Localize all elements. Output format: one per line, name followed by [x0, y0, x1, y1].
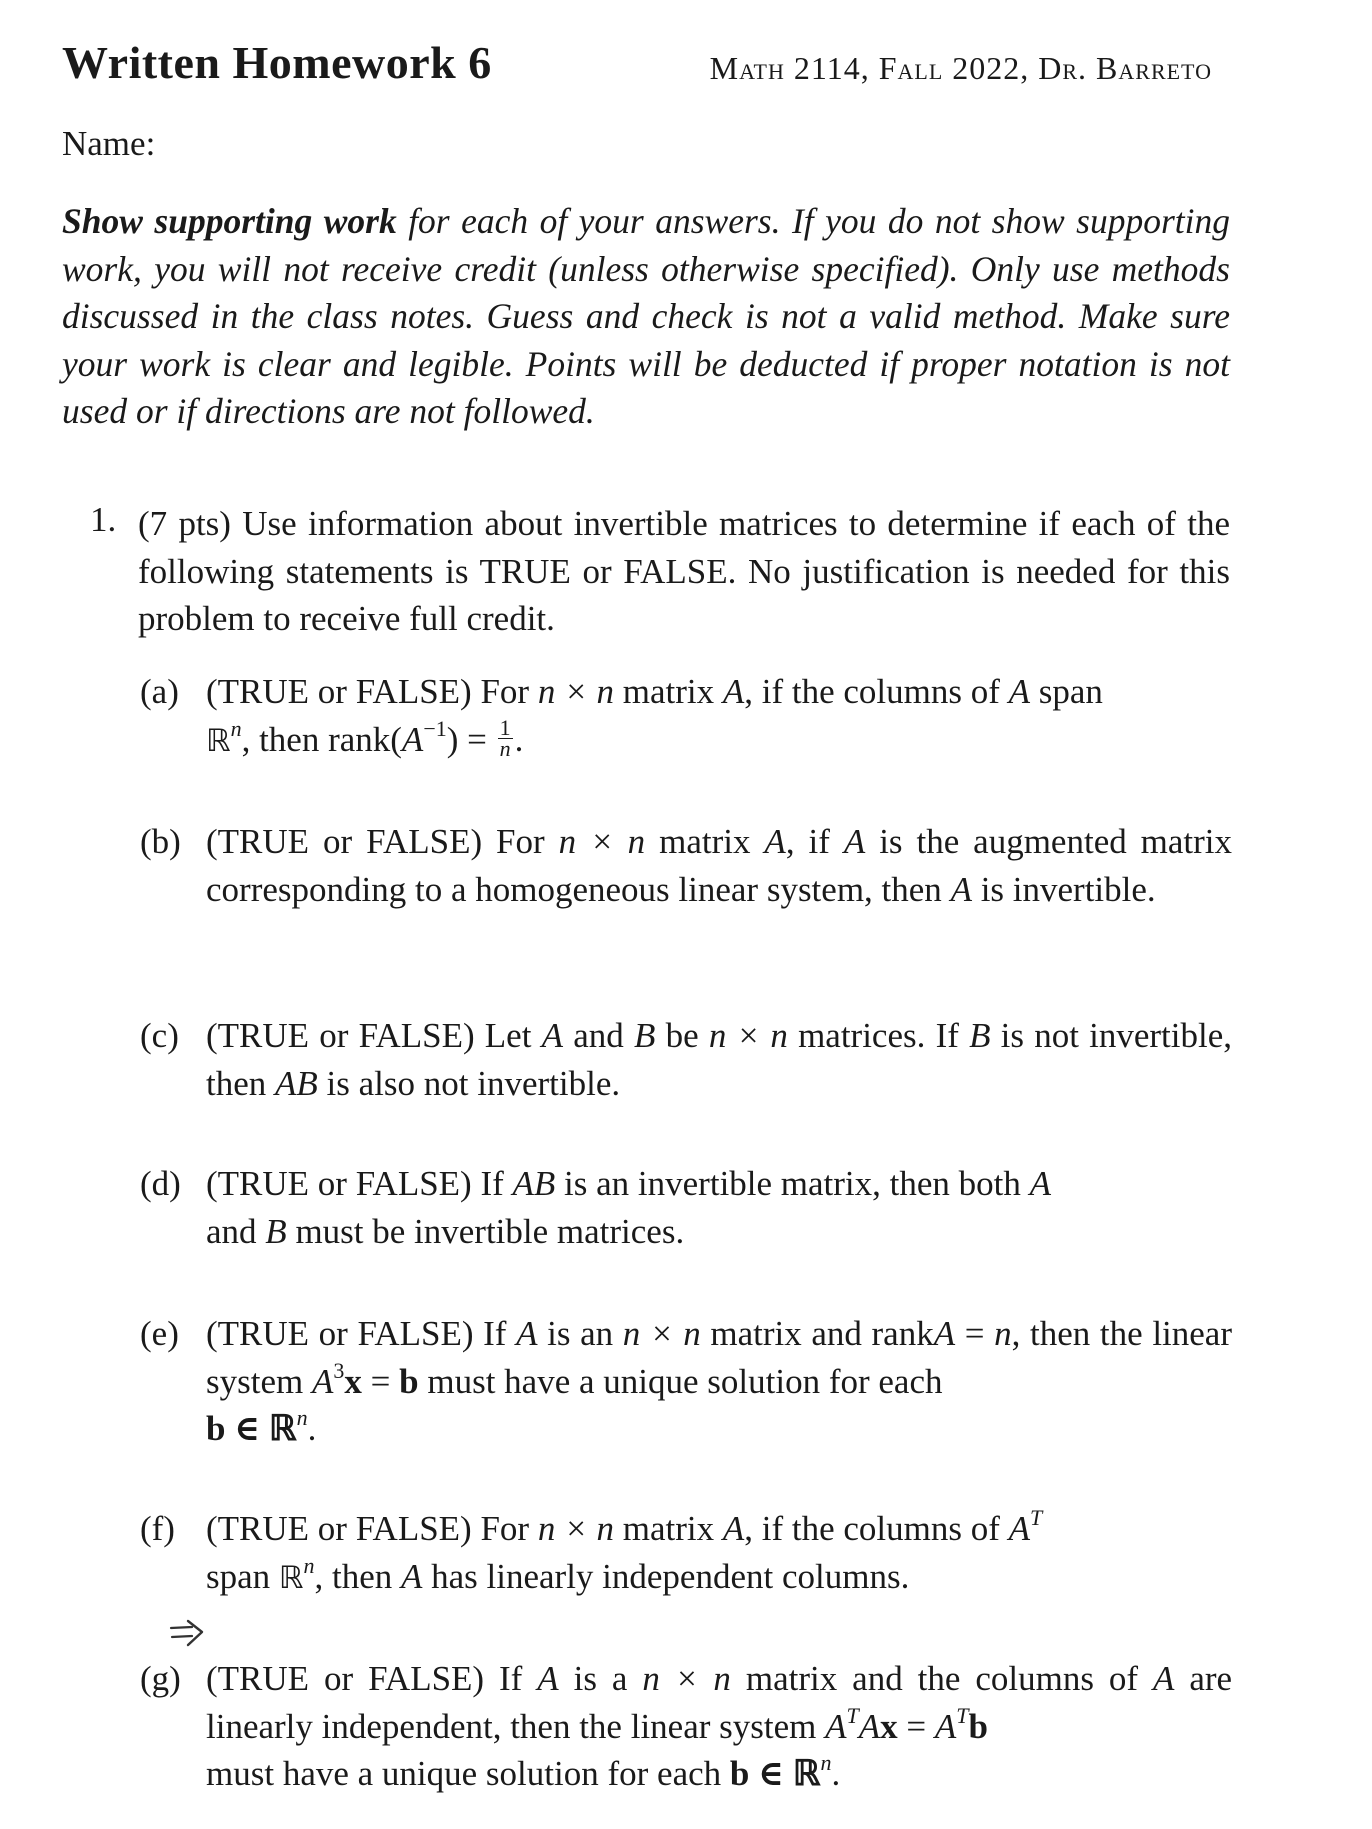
part-text: (TRUE or FALSE) For n × n matrix A, if the columns of A span ℝ$^n$, then $rank(A^{-1})$ = $\frac{1}{n}$ .: [206, 672, 1103, 761]
question-number: 1.: [90, 500, 117, 539]
fraction: $\frac{1}{n}$: [499, 714, 511, 761]
part-text: (TRUE or FALSE) If A is an n × n matrix and rankA = n, then the linear system $A^3x = b$ must have a unique solution for each b ∈ ℝ$^n$.: [206, 1314, 1233, 1448]
part-text: (TRUE or FALSE) For n × n matrix A, if the columns of $A^T$ span ℝ$^n$, then A has linearly independent columns.: [206, 1505, 1043, 1596]
part-b: [140, 818, 1232, 913]
part-f: [140, 1505, 1232, 1602]
part-label: (b): [140, 822, 181, 861]
part-label: (d): [140, 1164, 181, 1203]
course-info: Math 2114, Fall 2022, Dr. Barreto: [709, 50, 1212, 86]
part-d: [140, 1160, 1232, 1255]
part-label: (c): [140, 1016, 179, 1055]
instructions-text: for each of your answers. If you do not show supporting work, you will not receive credit (unless otherwise specified). Only use methods discussed in the class notes. Guess and check is not a valid method. Make sure your work is clear and legible. Points will be deducted if proper notation is not used or if directions are not followed.: [62, 201, 1230, 431]
name-label: Name:: [62, 124, 156, 163]
document-title: Written Homework 6: [62, 37, 492, 88]
part-label: (g): [140, 1659, 181, 1698]
part-label: (e): [140, 1314, 179, 1353]
part-label: (f): [140, 1509, 175, 1548]
part-a: [140, 668, 1232, 765]
part-text: (TRUE or FALSE) If AB is an invertible matrix, then both A and B must be invertible matrices.: [206, 1164, 1052, 1251]
part-text: (TRUE or FALSE) Let A and B be n × n matrices. If B is not invertible, then AB is also not invertible.: [206, 1016, 1233, 1103]
part-g: [140, 1655, 1232, 1798]
part-text: (TRUE or FALSE) For n × n matrix A, if A is the augmented matrix corresponding to a homogeneous linear system, then A is invertible.: [206, 822, 1233, 909]
part-c: [140, 1012, 1232, 1107]
part-label: (a): [140, 672, 179, 711]
part-text: (TRUE or FALSE) If A is a n × n matrix and the columns of A are linearly independent, then the linear system $A^TAx = A^Tb$ must have a unique solution for each b ∈ ℝ$^n$.: [206, 1659, 1233, 1793]
question-stem: (7 pts) Use information about invertible matrices to determine if each of the following statements is TRUE or FALSE. No justification is needed for this problem to receive full credit.: [138, 504, 1230, 638]
instructions-bold-lead: Show supporting work: [62, 201, 397, 241]
handwritten-arrow-icon: [168, 1618, 210, 1648]
part-e: [140, 1310, 1232, 1453]
instructions-paragraph: [62, 198, 1230, 436]
